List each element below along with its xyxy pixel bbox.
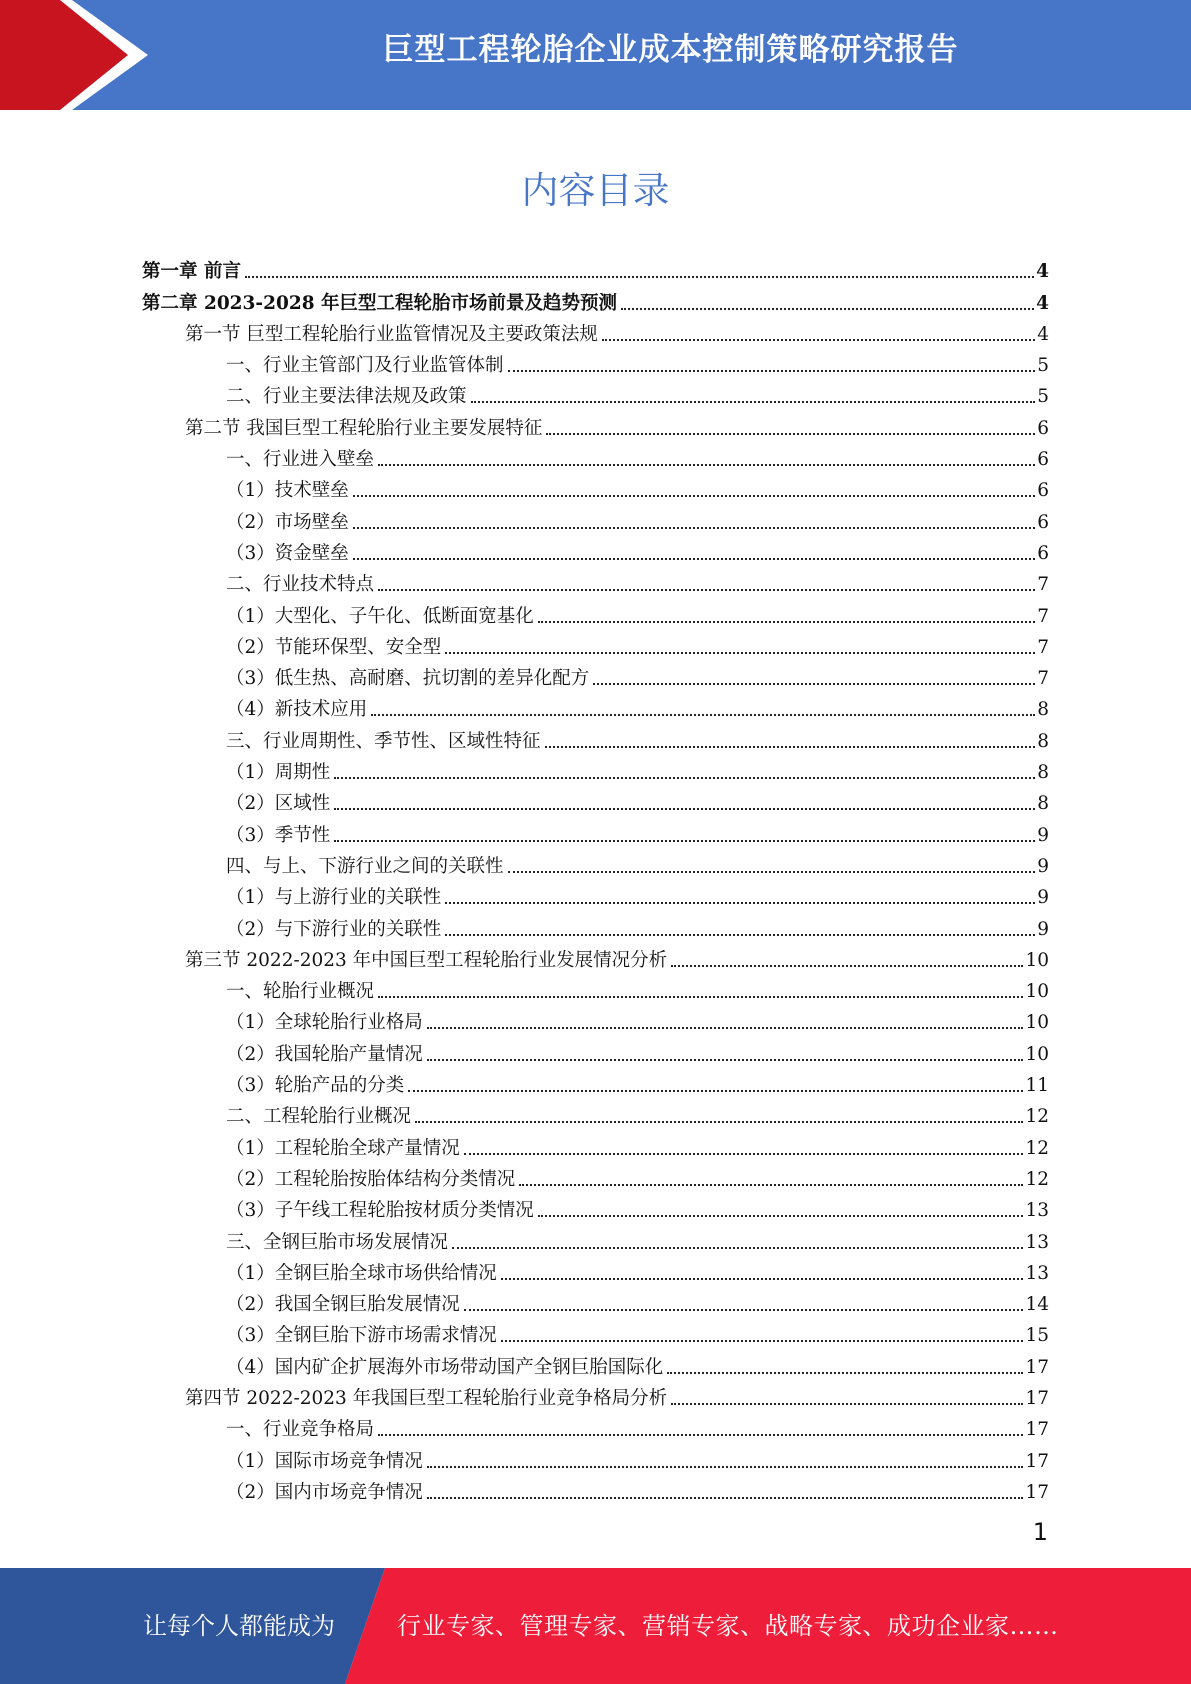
page-number: 1 (1032, 1518, 1048, 1546)
toc-entry-title: 一、轮胎行业概况 (226, 981, 375, 1003)
toc-entry-page: 10 (1025, 981, 1049, 1003)
toc-dot-leader (538, 1215, 1024, 1217)
toc-entry[interactable] (226, 1035, 1049, 1066)
toc-dot-leader (538, 621, 1035, 623)
toc-entry-title: （2）我国轮胎产量情况 (226, 1043, 423, 1065)
toc-entry-title: 第二章 2023-2028 年巨型工程轮胎市场前景及趋势预测 (142, 292, 618, 314)
toc-dot-leader (546, 433, 1035, 435)
toc-dot-leader (334, 777, 1035, 779)
toc-entry-title: 三、行业周期性、季节性、区域性特征 (226, 730, 541, 752)
toc-entry-title: （3）全钢巨胎下游市场需求情况 (226, 1325, 497, 1347)
toc-dot-leader (501, 1340, 1024, 1342)
toc-dot-leader (427, 1059, 1024, 1061)
toc-dot-leader (378, 589, 1035, 591)
toc-entry-page: 13 (1025, 1262, 1049, 1284)
toc-entry[interactable] (226, 1286, 1049, 1317)
report-title: 巨型工程轮胎企业成本控制策略研究报告 (382, 32, 959, 68)
toc-entry[interactable] (142, 253, 1049, 284)
toc-entry[interactable] (185, 1380, 1049, 1411)
toc-entry-title: 第三节 2022-2023 年中国巨型工程轮胎行业发展情况分析 (185, 949, 668, 971)
toc-entry-page: 13 (1025, 1231, 1049, 1253)
toc-entry-page: 7 (1037, 574, 1049, 596)
toc-entry-page: 4 (1036, 261, 1049, 283)
toc-entry-title: （1）国际市场竞争情况 (226, 1450, 423, 1472)
toc-entry-title: 二、工程轮胎行业概况 (226, 1106, 412, 1128)
toc-entry[interactable] (226, 597, 1049, 628)
toc-entry-title: 四、与上、下游行业之间的关联性 (226, 855, 504, 877)
toc-entry-title: （4）国内矿企扩展海外市场带动国产全钢巨胎国际化 (226, 1356, 664, 1378)
toc-entry-title: （4）新技术应用 (226, 699, 368, 721)
toc-entry[interactable] (226, 378, 1049, 409)
toc-dot-leader (427, 1497, 1024, 1499)
toc-entry-page: 10 (1025, 1012, 1049, 1034)
toc-entry[interactable] (226, 1317, 1049, 1348)
toc-entry-title: （2）工程轮胎按胎体结构分类情况 (226, 1168, 516, 1190)
toc-dot-leader (378, 996, 1023, 998)
toc-entry-title: 三、全钢巨胎市场发展情况 (226, 1231, 449, 1253)
toc-entry-page: 8 (1037, 730, 1049, 752)
toc-dot-leader (671, 1403, 1023, 1405)
toc-entry-page: 15 (1025, 1325, 1049, 1347)
toc-dot-leader (445, 902, 1035, 904)
toc-entry[interactable] (226, 910, 1049, 941)
toc-dot-leader (667, 1372, 1023, 1374)
toc-entry-title: （1）周期性 (226, 762, 331, 784)
toc-entry-title: 第四节 2022-2023 年我国巨型工程轮胎行业竞争格局分析 (185, 1387, 668, 1409)
toc-entry-page: 14 (1025, 1294, 1049, 1316)
toc-entry-page: 10 (1025, 1043, 1049, 1065)
toc-entry-title: （2）区域性 (226, 793, 331, 815)
page-header (0, 0, 1191, 110)
toc-entry-page: 9 (1037, 824, 1049, 846)
toc-dot-leader (245, 276, 1034, 278)
toc-entry-page: 17 (1025, 1450, 1049, 1472)
toc-entry-title: （1）工程轮胎全球产量情况 (226, 1137, 460, 1159)
toc-dot-leader (519, 1184, 1023, 1186)
toc-entry-title: （2）市场壁垒 (226, 511, 349, 533)
toc-entry[interactable] (226, 1255, 1049, 1286)
toc-dot-leader (334, 808, 1035, 810)
toc-entry-page: 4 (1037, 323, 1049, 345)
toc-dot-leader (445, 652, 1035, 654)
toc-entry[interactable] (226, 1067, 1049, 1098)
toc-dot-leader (471, 401, 1036, 403)
toc-entry-page: 7 (1037, 636, 1049, 658)
toc-entry-page: 8 (1037, 699, 1049, 721)
toc-entry[interactable] (226, 1129, 1049, 1160)
toc-dot-leader (445, 934, 1035, 936)
toc-dot-leader (602, 339, 1035, 341)
toc-heading: 内容目录 (521, 169, 670, 212)
toc-entry[interactable] (226, 472, 1049, 503)
toc-entry[interactable] (226, 1474, 1049, 1505)
toc-dot-leader (452, 1247, 1023, 1249)
toc-entry-page: 7 (1037, 668, 1049, 690)
toc-entry-title: （2）我国全钢巨胎发展情况 (226, 1294, 460, 1316)
toc-entry-page: 8 (1037, 762, 1049, 784)
page-footer (0, 1568, 1191, 1684)
toc-entry-page: 12 (1025, 1137, 1049, 1159)
toc-entry-page: 9 (1037, 918, 1049, 940)
toc-entry-title: （3）季节性 (226, 824, 331, 846)
toc-entry-title: （1）全球轮胎行业格局 (226, 1012, 423, 1034)
toc-dot-leader (671, 965, 1023, 967)
toc-entry[interactable] (226, 816, 1049, 847)
toc-entry-title: 二、行业技术特点 (226, 574, 375, 596)
toc-entry-page: 17 (1025, 1481, 1049, 1503)
toc-entry[interactable] (185, 409, 1049, 440)
toc-entry-page: 17 (1025, 1419, 1049, 1441)
toc-entry-page: 17 (1025, 1356, 1049, 1378)
toc-entry-title: （2）与下游行业的关联性 (226, 918, 442, 940)
toc-entry-title: （1）与上游行业的关联性 (226, 887, 442, 909)
toc-dot-leader (621, 308, 1034, 310)
toc-entry-page: 12 (1025, 1168, 1049, 1190)
toc-entry-title: （3）资金壁垒 (226, 542, 349, 564)
toc-entry[interactable] (226, 691, 1049, 722)
toc-entry[interactable] (226, 535, 1049, 566)
toc-dot-leader (427, 1466, 1024, 1468)
toc-entry[interactable] (226, 973, 1049, 1004)
toc-entry-page: 6 (1037, 480, 1049, 502)
toc-dot-leader (508, 871, 1036, 873)
toc-entry-title: （3）低生热、高耐磨、抗切割的差异化配方 (226, 668, 590, 690)
toc-entry-title: （1）全钢巨胎全球市场供给情况 (226, 1262, 497, 1284)
toc-entry-title: 第一节 巨型工程轮胎行业监管情况及主要政策法规 (185, 323, 598, 345)
toc-entry-page: 6 (1037, 449, 1049, 471)
toc-entry[interactable] (226, 1223, 1049, 1254)
toc-dot-leader (371, 714, 1035, 716)
toc-entry[interactable] (226, 1161, 1049, 1192)
toc-entry[interactable] (185, 942, 1049, 973)
toc-entry[interactable] (142, 284, 1049, 315)
toc-entry[interactable] (226, 722, 1049, 753)
toc-entry-title: 一、行业竞争格局 (226, 1419, 375, 1441)
toc-entry[interactable] (226, 879, 1049, 910)
toc-entry-page: 6 (1037, 511, 1049, 533)
toc-entry-page: 5 (1037, 355, 1049, 377)
toc-entry[interactable] (226, 1442, 1049, 1473)
toc-dot-leader (593, 683, 1035, 685)
toc-entry-page: 12 (1025, 1106, 1049, 1128)
toc-dot-leader (501, 1278, 1024, 1280)
toc-entry[interactable] (226, 785, 1049, 816)
table-of-contents (0, 253, 1191, 1505)
toc-entry[interactable] (226, 629, 1049, 660)
toc-dot-leader (408, 1090, 1023, 1092)
toc-entry-page: 8 (1037, 793, 1049, 815)
toc-entry-title: （1）技术壁垒 (226, 480, 349, 502)
toc-entry-page: 6 (1037, 542, 1049, 564)
toc-entry-title: （1）大型化、子午化、低断面宽基化 (226, 605, 534, 627)
toc-entry-title: 一、行业进入壁垒 (226, 449, 375, 471)
toc-entry[interactable] (226, 503, 1049, 534)
toc-entry-page: 9 (1037, 855, 1049, 877)
toc-entry[interactable] (226, 441, 1049, 472)
toc-dot-leader (353, 527, 1035, 529)
toc-entry-title: 二、行业主要法律法规及政策 (226, 386, 467, 408)
toc-entry-title: 一、行业主管部门及行业监管体制 (226, 355, 504, 377)
toc-dot-leader (378, 1434, 1023, 1436)
toc-entry[interactable] (226, 754, 1049, 785)
toc-dot-leader (353, 495, 1035, 497)
toc-entry-title: （2）国内市场竞争情况 (226, 1481, 423, 1503)
toc-dot-leader (427, 1027, 1024, 1029)
toc-entry-page: 7 (1037, 605, 1049, 627)
toc-dot-leader (353, 558, 1035, 560)
toc-dot-leader (334, 840, 1035, 842)
toc-dot-leader (415, 1121, 1023, 1123)
toc-entry[interactable] (226, 1192, 1049, 1223)
toc-entry[interactable] (226, 660, 1049, 691)
toc-entry-page: 9 (1037, 887, 1049, 909)
toc-entry-title: 第一章 前言 (142, 261, 241, 283)
toc-entry-page: 10 (1025, 949, 1049, 971)
footer-slogan-left: 让每个人都能成为 (143, 1612, 335, 1640)
toc-entry-title: （3）轮胎产品的分类 (226, 1075, 405, 1097)
toc-entry[interactable] (185, 316, 1049, 347)
toc-entry-page: 6 (1037, 417, 1049, 439)
toc-entry-page: 11 (1025, 1075, 1049, 1097)
toc-entry[interactable] (226, 347, 1049, 378)
toc-entry-page: 17 (1025, 1387, 1049, 1409)
toc-entry-page: 5 (1037, 386, 1049, 408)
toc-entry[interactable] (226, 1348, 1049, 1379)
toc-entry[interactable] (226, 1098, 1049, 1129)
toc-entry[interactable] (226, 848, 1049, 879)
toc-entry-title: （3）子午线工程轮胎按材质分类情况 (226, 1200, 534, 1222)
toc-entry[interactable] (226, 1004, 1049, 1035)
toc-dot-leader (545, 746, 1036, 748)
chevron-arrow-icon (0, 0, 160, 110)
toc-entry[interactable] (226, 566, 1049, 597)
toc-dot-leader (378, 464, 1035, 466)
toc-entry-page: 13 (1025, 1200, 1049, 1222)
toc-entry-page: 4 (1036, 292, 1049, 314)
toc-entry-title: 第二节 我国巨型工程轮胎行业主要发展特征 (185, 417, 543, 439)
toc-dot-leader (464, 1309, 1024, 1311)
toc-dot-leader (508, 370, 1036, 372)
toc-dot-leader (464, 1153, 1024, 1155)
toc-entry[interactable] (226, 1411, 1049, 1442)
toc-entry-title: （2）节能环保型、安全型 (226, 636, 442, 658)
footer-slogan-right: 行业专家、管理专家、营销专家、战略专家、成功企业家…… (397, 1612, 1059, 1640)
